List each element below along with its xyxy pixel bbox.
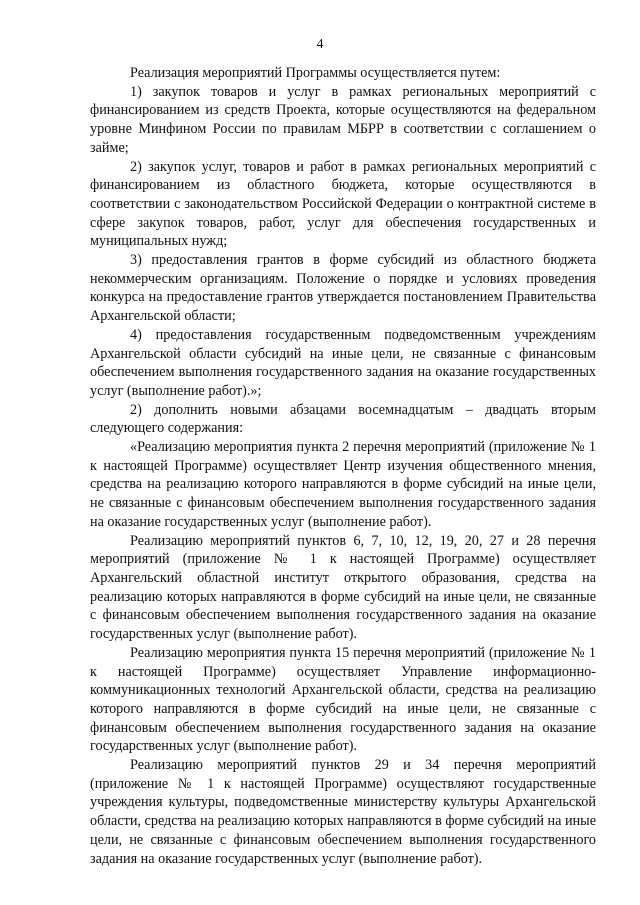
- document-body: [90, 64, 596, 868]
- page-number: 4: [316, 37, 324, 52]
- paragraph-item-1: 1) закупок товаров и услуг в рамках региональных мероприятий с финансированием из средств Проекта, которые осуществляются на федеральном уровне Минфином России по правилам МБРР в соответствии с соглашением о займе;: [90, 83, 596, 156]
- paragraph-new-3: Реализацию мероприятия пункта 15 перечня мероприятий (приложение № 1 к настоящей Программе) осуществляет Управление информационно-коммуникационных технологий Архангельской области, средства на реализацию которого направляются в форме субсидий на иные цели, не связанные с финансовым обеспечением выполнения государственного задания на оказание государственных услуг (выполнение работ).: [90, 644, 596, 755]
- paragraph-item-3: 3) предоставления грантов в форме субсидий из областного бюджета некоммерческим организациям. Положение о порядке и условиях проведения конкурса на предоставление грантов утверждается постановлением Правительства Архангельской области;: [90, 252, 596, 325]
- paragraph-new-1: «Реализацию мероприятия пункта 2 перечня мероприятий (приложение № 1 к настоящей Программе) осуществляет Центр изучения общественного мнения, средства на реализацию которого направляются в форме субсидий на иные цели, не связанные с финансовым обеспечением выполнения государственного задания на оказание государственных услуг (выполнение работ).: [90, 439, 596, 530]
- paragraph-amendment: 2) дополнить новыми абзацами восемнадцатым – двадцать вторым следующего содержания:: [90, 401, 596, 437]
- paragraph-item-2: 2) закупок услуг, товаров и работ в рамках региональных мероприятий с финансированием из областного бюджета, которые осуществляются в соответствии с законодательством Российской Федерации о контрактной системе в сфере закупок товаров, работ, услуг для обеспечения государственных и муниципальных нужд;: [90, 158, 596, 250]
- paragraph-new-4: Реализацию мероприятий пунктов 29 и 34 перечня мероприятий (приложение № 1 к настоящей Программе) осуществляют государственные учреждения культуры, подведомственные министерству культуры Архангельской области, средства на реализацию которых направляются в форме субсидий на иные цели, не связанные с финансовым обеспечением выполнения государственного задания на оказание государственных услуг (выполнение работ).: [90, 757, 596, 867]
- paragraph-item-4: 4) предоставления государственным подведомственным учреждениям Архангельской области субсидий на иные цели, не связанные с финансовым обеспечением выполнения государственного задания на оказание государственных услуг (выполнение работ).»;: [90, 326, 596, 399]
- paragraph-intro: Реализация мероприятий Программы осуществляется путем:: [130, 65, 501, 81]
- paragraph-new-2: Реализацию мероприятий пунктов 6, 7, 10, 12, 19, 20, 27 и 28 перечня мероприятий (приложение № 1 к настоящей Программе) осуществляет Архангельский областной институт открытого образования, средства на реализацию которых направляются в форме субсидий на иные цели, не связанные с финансовым обеспечением выполнения государственного задания на оказание государственных услуг (выполнение работ).: [90, 532, 596, 643]
